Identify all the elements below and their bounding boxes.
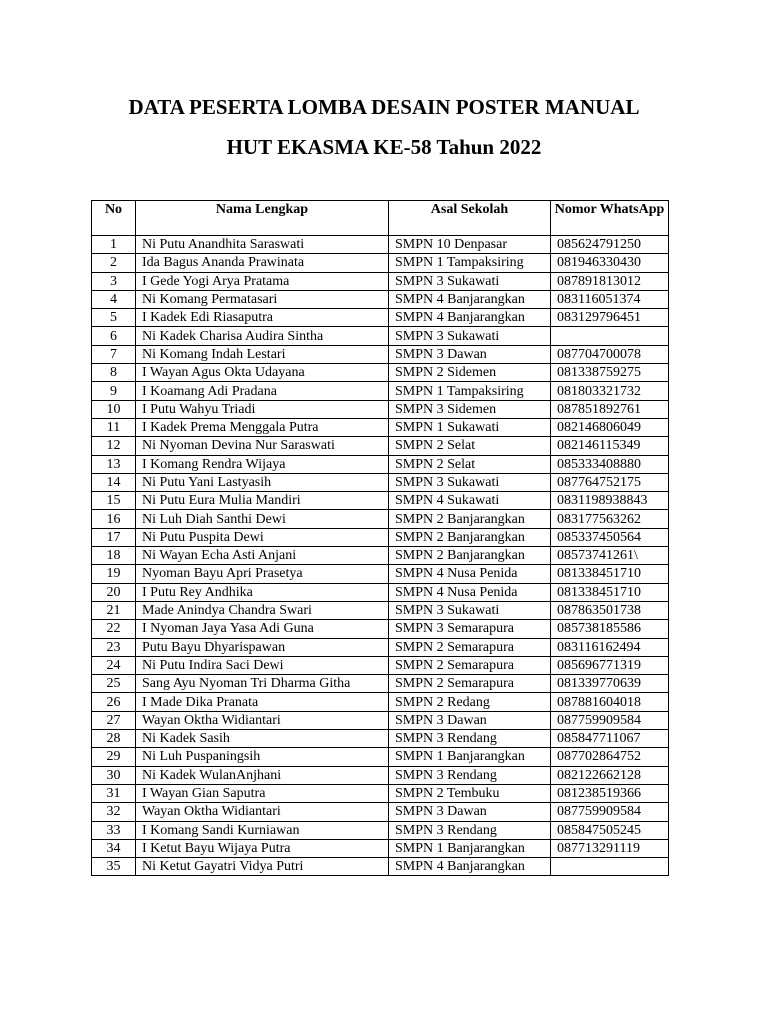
cell-no: 17 — [92, 528, 136, 546]
table-row — [92, 711, 669, 729]
table-row — [92, 693, 669, 711]
cell-name: Ni Kadek WulanAnjhani — [136, 766, 389, 784]
cell-name: I Gede Yogi Arya Pratama — [136, 272, 389, 290]
cell-phone: 083129796451 — [551, 309, 669, 327]
cell-school: SMPN 3 Dawan — [389, 803, 551, 821]
cell-no: 8 — [92, 364, 136, 382]
cell-no: 29 — [92, 748, 136, 766]
document-title: DATA PESERTA LOMBA DESAIN POSTER MANUAL — [128, 95, 640, 119]
table-body — [92, 236, 669, 876]
cell-no: 25 — [92, 675, 136, 693]
cell-phone: 081238519366 — [551, 784, 669, 802]
cell-school: SMPN 3 Dawan — [389, 711, 551, 729]
table-row — [92, 345, 669, 363]
cell-no: 33 — [92, 821, 136, 839]
table-row — [92, 821, 669, 839]
cell-phone: 087863501738 — [551, 601, 669, 619]
cell-phone: 081338451710 — [551, 583, 669, 601]
cell-name: Ni Ketut Gayatri Vidya Putri — [136, 858, 389, 876]
cell-no: 34 — [92, 839, 136, 857]
cell-school: SMPN 2 Redang — [389, 693, 551, 711]
cell-school: SMPN 2 Banjarangkan — [389, 510, 551, 528]
cell-school: SMPN 2 Semarapura — [389, 638, 551, 656]
cell-no: 32 — [92, 803, 136, 821]
cell-school: SMPN 4 Nusa Penida — [389, 565, 551, 583]
cell-no: 10 — [92, 400, 136, 418]
cell-name: Ni Komang Indah Lestari — [136, 345, 389, 363]
cell-school: SMPN 3 Dawan — [389, 345, 551, 363]
table-row — [92, 547, 669, 565]
cell-phone: 083116162494 — [551, 638, 669, 656]
cell-no: 22 — [92, 620, 136, 638]
cell-school: SMPN 2 Semarapura — [389, 656, 551, 674]
cell-no: 12 — [92, 437, 136, 455]
cell-no: 2 — [92, 254, 136, 272]
cell-phone: 085847505245 — [551, 821, 669, 839]
table-row — [92, 803, 669, 821]
cell-school: SMPN 1 Sukawati — [389, 418, 551, 436]
cell-name: Ni Putu Anandhita Saraswati — [136, 236, 389, 254]
table-header-row — [92, 201, 669, 236]
cell-name: Made Anindya Chandra Swari — [136, 601, 389, 619]
header-no: No — [92, 201, 136, 236]
cell-phone: 087759909584 — [551, 803, 669, 821]
cell-no: 3 — [92, 272, 136, 290]
cell-phone: 0831198938843 — [551, 492, 669, 510]
table-row — [92, 620, 669, 638]
cell-school: SMPN 1 Banjarangkan — [389, 748, 551, 766]
cell-phone: 087713291119 — [551, 839, 669, 857]
table-row — [92, 455, 669, 473]
table-row — [92, 437, 669, 455]
cell-no: 27 — [92, 711, 136, 729]
cell-name: I Ketut Bayu Wijaya Putra — [136, 839, 389, 857]
cell-phone: 087759909584 — [551, 711, 669, 729]
cell-name: Ni Komang Permatasari — [136, 290, 389, 308]
table-row — [92, 858, 669, 876]
cell-name: I Made Dika Pranata — [136, 693, 389, 711]
table-row — [92, 418, 669, 436]
table-row — [92, 290, 669, 308]
cell-name: Ni Kadek Sasih — [136, 730, 389, 748]
table-row — [92, 638, 669, 656]
cell-no: 4 — [92, 290, 136, 308]
cell-phone: 08573741261\ — [551, 547, 669, 565]
cell-phone: 085696771319 — [551, 656, 669, 674]
cell-name: I Kadek Prema Menggala Putra — [136, 418, 389, 436]
cell-school: SMPN 3 Sukawati — [389, 601, 551, 619]
cell-school: SMPN 2 Selat — [389, 455, 551, 473]
cell-name: Ni Luh Puspaningsih — [136, 748, 389, 766]
cell-school: SMPN 3 Semarapura — [389, 620, 551, 638]
cell-no: 19 — [92, 565, 136, 583]
cell-phone: 083177563262 — [551, 510, 669, 528]
cell-name: I Komang Sandi Kurniawan — [136, 821, 389, 839]
cell-name: Ni Putu Indira Saci Dewi — [136, 656, 389, 674]
cell-no: 15 — [92, 492, 136, 510]
cell-phone — [551, 327, 669, 345]
cell-name: Ni Wayan Echa Asti Anjani — [136, 547, 389, 565]
cell-phone: 081946330430 — [551, 254, 669, 272]
cell-school: SMPN 3 Sidemen — [389, 400, 551, 418]
cell-no: 7 — [92, 345, 136, 363]
cell-school: SMPN 3 Sukawati — [389, 272, 551, 290]
cell-school: SMPN 1 Banjarangkan — [389, 839, 551, 857]
table-row — [92, 766, 669, 784]
cell-school: SMPN 3 Rendang — [389, 766, 551, 784]
cell-no: 31 — [92, 784, 136, 802]
table-row — [92, 748, 669, 766]
cell-name: Wayan Oktha Widiantari — [136, 803, 389, 821]
cell-no: 5 — [92, 309, 136, 327]
cell-name: Ni Kadek Charisa Audira Sintha — [136, 327, 389, 345]
cell-name: I Kadek Edi Riasaputra — [136, 309, 389, 327]
cell-name: Ni Nyoman Devina Nur Saraswati — [136, 437, 389, 455]
table-row — [92, 254, 669, 272]
cell-school: SMPN 3 Rendang — [389, 821, 551, 839]
table-row — [92, 327, 669, 345]
table-row — [92, 400, 669, 418]
cell-name: Ni Putu Eura Mulia Mandiri — [136, 492, 389, 510]
cell-school: SMPN 2 Tembuku — [389, 784, 551, 802]
cell-school: SMPN 3 Sukawati — [389, 473, 551, 491]
table-row — [92, 364, 669, 382]
document-subtitle: HUT EKASMA KE-58 Tahun 2022 — [226, 135, 542, 159]
cell-school: SMPN 3 Rendang — [389, 730, 551, 748]
table-row — [92, 565, 669, 583]
cell-no: 21 — [92, 601, 136, 619]
table-row — [92, 272, 669, 290]
table-row — [92, 510, 669, 528]
cell-phone: 085738185586 — [551, 620, 669, 638]
cell-no: 30 — [92, 766, 136, 784]
cell-no: 18 — [92, 547, 136, 565]
cell-name: I Koamang Adi Pradana — [136, 382, 389, 400]
cell-no: 9 — [92, 382, 136, 400]
cell-school: SMPN 10 Denpasar — [389, 236, 551, 254]
table-row — [92, 583, 669, 601]
cell-name: Ni Luh Diah Santhi Dewi — [136, 510, 389, 528]
cell-phone: 087704700078 — [551, 345, 669, 363]
table-row — [92, 382, 669, 400]
table-row — [92, 528, 669, 546]
cell-phone: 085847711067 — [551, 730, 669, 748]
cell-no: 26 — [92, 693, 136, 711]
cell-phone: 081803321732 — [551, 382, 669, 400]
cell-phone: 085624791250 — [551, 236, 669, 254]
cell-phone: 085333408880 — [551, 455, 669, 473]
cell-phone: 081338451710 — [551, 565, 669, 583]
table-row — [92, 784, 669, 802]
cell-name: I Wayan Gian Saputra — [136, 784, 389, 802]
cell-no: 14 — [92, 473, 136, 491]
cell-phone: 083116051374 — [551, 290, 669, 308]
cell-school: SMPN 4 Nusa Penida — [389, 583, 551, 601]
table-row — [92, 492, 669, 510]
table-row — [92, 601, 669, 619]
table-row — [92, 473, 669, 491]
cell-phone: 081339770639 — [551, 675, 669, 693]
cell-school: SMPN 2 Banjarangkan — [389, 547, 551, 565]
table-row — [92, 309, 669, 327]
cell-phone: 082146115349 — [551, 437, 669, 455]
cell-no: 1 — [92, 236, 136, 254]
table-row — [92, 656, 669, 674]
cell-school: SMPN 2 Semarapura — [389, 675, 551, 693]
cell-school: SMPN 2 Banjarangkan — [389, 528, 551, 546]
cell-no: 6 — [92, 327, 136, 345]
cell-name: Ni Putu Puspita Dewi — [136, 528, 389, 546]
cell-name: Ni Putu Yani Lastyasih — [136, 473, 389, 491]
cell-no: 35 — [92, 858, 136, 876]
cell-name: Sang Ayu Nyoman Tri Dharma Githa — [136, 675, 389, 693]
cell-no: 16 — [92, 510, 136, 528]
header-phone: Nomor WhatsApp — [551, 201, 669, 236]
cell-phone: 087891813012 — [551, 272, 669, 290]
cell-name: Wayan Oktha Widiantari — [136, 711, 389, 729]
cell-name: I Putu Wahyu Triadi — [136, 400, 389, 418]
cell-school: SMPN 1 Tampaksiring — [389, 382, 551, 400]
cell-school: SMPN 4 Banjarangkan — [389, 290, 551, 308]
cell-phone: 082122662128 — [551, 766, 669, 784]
table-row — [92, 675, 669, 693]
cell-no: 23 — [92, 638, 136, 656]
cell-phone: 085337450564 — [551, 528, 669, 546]
cell-phone: 087764752175 — [551, 473, 669, 491]
cell-name: I Wayan Agus Okta Udayana — [136, 364, 389, 382]
cell-no: 24 — [92, 656, 136, 674]
cell-phone: 082146806049 — [551, 418, 669, 436]
cell-school: SMPN 1 Tampaksiring — [389, 254, 551, 272]
cell-school: SMPN 2 Sidemen — [389, 364, 551, 382]
table-row — [92, 839, 669, 857]
cell-school: SMPN 4 Banjarangkan — [389, 858, 551, 876]
cell-phone: 087881604018 — [551, 693, 669, 711]
table-row — [92, 236, 669, 254]
cell-name: I Komang Rendra Wijaya — [136, 455, 389, 473]
cell-name: I Nyoman Jaya Yasa Adi Guna — [136, 620, 389, 638]
cell-name: Putu Bayu Dhyarispawan — [136, 638, 389, 656]
cell-no: 11 — [92, 418, 136, 436]
cell-phone: 081338759275 — [551, 364, 669, 382]
cell-school: SMPN 3 Sukawati — [389, 327, 551, 345]
cell-phone: 087702864752 — [551, 748, 669, 766]
cell-no: 20 — [92, 583, 136, 601]
cell-phone — [551, 858, 669, 876]
cell-name: I Putu Rey Andhika — [136, 583, 389, 601]
cell-school: SMPN 4 Sukawati — [389, 492, 551, 510]
cell-no: 13 — [92, 455, 136, 473]
cell-phone: 087851892761 — [551, 400, 669, 418]
table-row — [92, 730, 669, 748]
header-name: Nama Lengkap — [136, 201, 389, 236]
header-school: Asal Sekolah — [389, 201, 551, 236]
participants-table — [91, 200, 669, 876]
cell-school: SMPN 2 Selat — [389, 437, 551, 455]
cell-no: 28 — [92, 730, 136, 748]
cell-school: SMPN 4 Banjarangkan — [389, 309, 551, 327]
cell-name: Nyoman Bayu Apri Prasetya — [136, 565, 389, 583]
cell-name: Ida Bagus Ananda Prawinata — [136, 254, 389, 272]
